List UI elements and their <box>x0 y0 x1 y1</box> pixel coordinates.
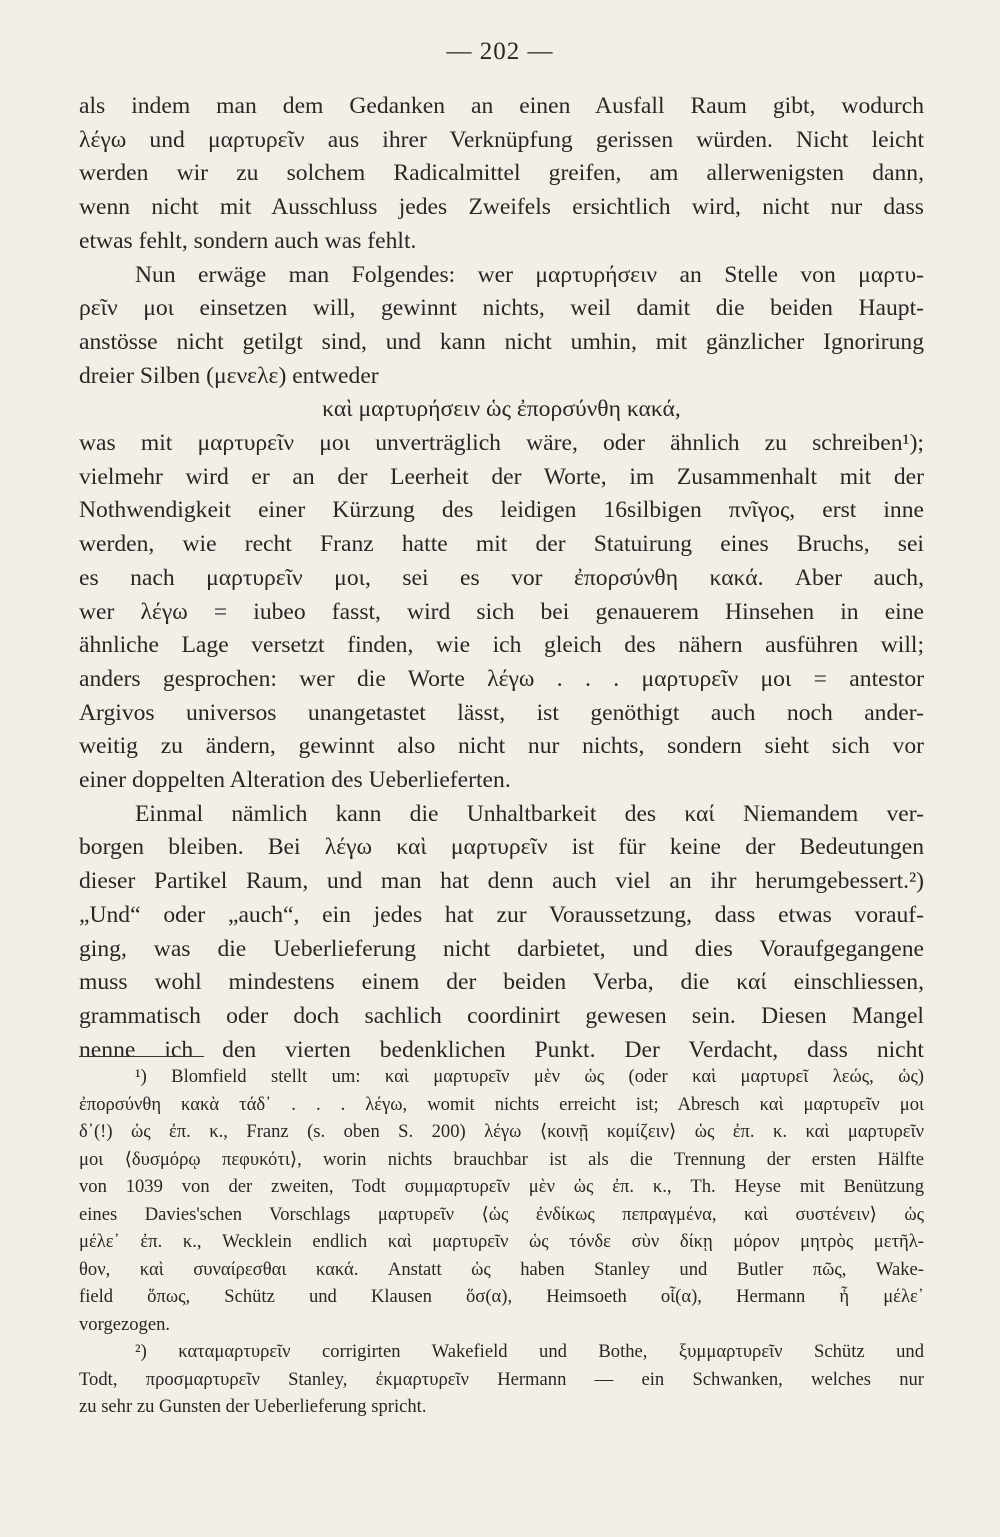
text-line: ging, was die Ueberlieferung nicht darbietet, und dies Voraufgegangene <box>79 935 924 962</box>
text-line: „Und“ oder „auch“, ein jedes hat zur Voraussetzung, dass etwas vorauf- <box>79 901 924 928</box>
text-line: borgen bleiben. Bei λέγω καὶ μαρτυρεῖν ist für keine der Bedeutungen <box>79 834 924 861</box>
text-line: etwas fehlt, sondern auch was fehlt. <box>79 227 417 254</box>
text-line: wer λέγω = iubeo fasst, wird sich bei genauerem Hinsehen in eine <box>79 598 924 625</box>
main-text <box>79 90 924 1067</box>
text-line: Einmal nämlich kann die Unhaltbarkeit des καί Niemandem ver- <box>135 800 924 827</box>
text-line: nenne ich den vierten bedenklichen Punkt. Der Verdacht, dass nicht <box>79 1036 924 1063</box>
text-line: Nothwendigkeit einer Kürzung des leidigen 16silbigen πνῖγος, erst inne <box>79 497 924 524</box>
footnote-line: ἐπορσύνθη κακὰ τάδ᾽ . . . λέγω, womit nichts erreicht ist; Abresch καὶ μαρτυρεῖν μοι <box>79 1093 924 1115</box>
footnote-line: eines Davies'schen Vorschlags μαρτυρεῖν ⟨ὡς ἐνδίκως πεπραγμένα, καὶ συστένειν⟩ ὡς <box>79 1203 924 1225</box>
text-line: weitig zu ändern, gewinnt also nicht nur nichts, sondern sieht sich vor <box>79 733 924 760</box>
text-line: vielmehr wird er an der Leerheit der Worte, im Zusammenhalt mit der <box>79 463 924 490</box>
text-line: es nach μαρτυρεῖν μοι, sei es vor ἐπορσύνθη κακά. Aber auch, <box>79 564 924 591</box>
footnote-line: ¹) Blomfield stellt um: καὶ μαρτυρεῖν μὲν ὡς (oder καὶ μαρτυρεῖ λεώς, ὡς) <box>135 1066 924 1087</box>
greek-quotation: καὶ μαρτυρήσειν ὡς ἐπορσύνθη κακά, <box>322 396 681 423</box>
footnote-divider <box>79 1056 204 1057</box>
text-line: anders gesprochen: wer die Worte λέγω . . . μαρτυρεῖν μοι = antestor <box>79 665 924 692</box>
footnote-line: ²) καταμαρτυρεῖν corrigirten Wakefield und Bothe, ξυμμαρτυρεῖν Schütz und <box>135 1341 924 1362</box>
footnote-line: zu sehr zu Gunsten der Ueberlieferung spricht. <box>79 1396 427 1417</box>
text-line: als indem man dem Gedanken an einen Ausfall Raum gibt, wodurch <box>79 93 924 119</box>
text-line: ρεῖν μοι einsetzen will, gewinnt nichts, weil damit die beiden Haupt- <box>79 295 924 322</box>
text-line: dreier Silben (μενελε) entweder <box>79 362 379 389</box>
footnote-line: δ᾽(!) ὡς ἐπ. κ., Franz (s. oben S. 200) λέγω ⟨κοινῇ κομίζειν⟩ ὡς ἐπ. κ. καὶ μαρτυρεῖν <box>79 1121 924 1142</box>
text-line: anstösse nicht getilgt sind, und kann nicht umhin, mit gänzlicher Ignorirung <box>79 328 924 355</box>
footnotes <box>79 1063 924 1421</box>
text-line: λέγω und μαρτυρεῖν aus ihrer Verknüpfung gerissen würden. Nicht leicht <box>79 126 924 153</box>
footnote-line: θον, καὶ συναίρεσθαι κακά. Anstatt ὡς haben Stanley und Butler πῶς, Wake- <box>79 1258 924 1280</box>
text-line: dieser Partikel Raum, und man hat denn auch viel an ihr herumgebessert.²) <box>79 868 924 895</box>
text-line: werden, wie recht Franz hatte mit der Statuirung eines Bruchs, sei <box>79 531 924 558</box>
text-line: einer doppelten Alteration des Ueberlieferten. <box>79 767 511 794</box>
text-line: muss wohl mindestens einem der beiden Verba, die καί einschliessen, <box>79 969 924 996</box>
text-line: werden wir zu solchem Radicalmittel greifen, am allerwenigsten dann, <box>79 160 924 187</box>
footnote-line: Todt, προσμαρτυρεῖν Stanley, ἐκμαρτυρεῖν Hermann — ein Schwanken, welches nur <box>79 1368 924 1390</box>
footnote-line: vorgezogen. <box>79 1313 171 1335</box>
text-line: Nun erwäge man Folgendes: wer μαρτυρήσειν an Stelle von μαρτυ- <box>135 261 924 288</box>
text-line: was mit μαρτυρεῖν μοι unverträglich wäre, oder ähnlich zu schreiben¹); <box>79 430 924 457</box>
footnote-line: von 1039 von der zweiten, Todt συμμαρτυρεῖν μὲν ὡς ἐπ. κ., Th. Heyse mit Benützung <box>79 1176 924 1197</box>
page-number: — 202 — <box>446 38 554 65</box>
footnote-line: field ὅπως, Schütz und Klausen ὅσ(α), Heimsoeth οἷ(α), Hermann ἦ μέλε᾽ <box>79 1286 924 1307</box>
text-line: wenn nicht mit Ausschluss jedes Zweifels ersichtlich wird, nicht nur dass <box>79 194 924 221</box>
footnote-line: μέλε᾽ ἐπ. κ., Wecklein endlich καὶ μαρτυρεῖν ὡς τόνδε σὺν δίκῃ μόρον μητρὸς μετῆλ- <box>79 1231 924 1252</box>
text-line: ähnliche Lage versetzt finden, wie ich gleich des nähern ausführen will; <box>79 632 924 659</box>
text-line: Argivos universos unangetastet lässt, ist genöthigt auch noch ander- <box>79 699 924 726</box>
footnote-line: μοι ⟨δυσμόρῳ πεφυκότι⟩, worin nichts brauchbar ist als die Trennung der ersten Hälfte <box>79 1148 924 1170</box>
text-line: grammatisch oder doch sachlich coordinirt gewesen sein. Diesen Mangel <box>79 1002 924 1029</box>
